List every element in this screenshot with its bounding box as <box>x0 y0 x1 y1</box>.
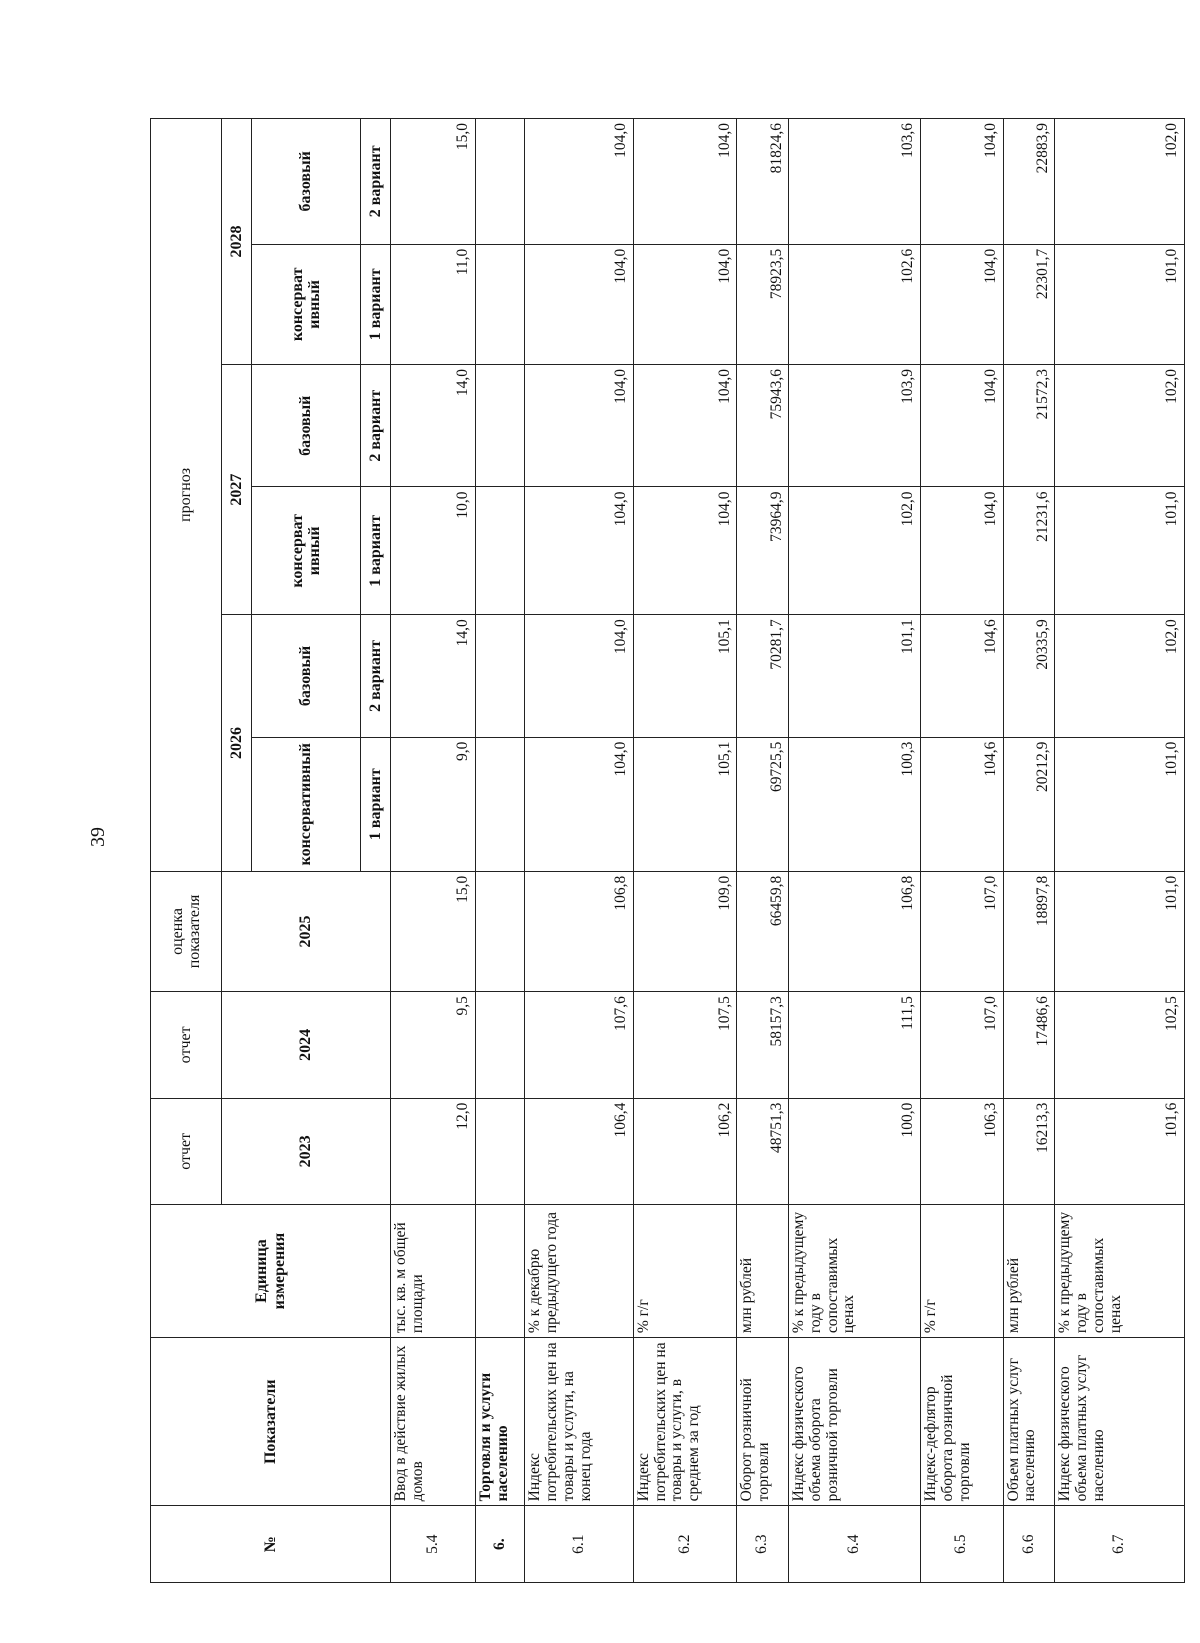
header-base-2027: базовый <box>252 365 360 487</box>
row-name: Торговля и услуги населению <box>476 1338 525 1506</box>
cell-2027-v1: 104,0 <box>921 487 1003 615</box>
header-year-2024: 2024 <box>221 992 391 1098</box>
header-variant2-2026: 2 вариант <box>360 615 391 737</box>
row-unit: % к предыдущему году в сопоставимых ценах <box>1055 1205 1185 1338</box>
cell-2027-v1: 101,0 <box>1055 487 1185 615</box>
cell-2028-v2: 103,6 <box>789 119 921 245</box>
cell-2027-v2: 104,0 <box>525 365 633 487</box>
header-base-2028: базовый <box>252 119 360 245</box>
row-unit: % г/г <box>633 1205 737 1338</box>
cell-2025: 106,8 <box>789 871 921 991</box>
cell-2024: 107,6 <box>525 992 633 1098</box>
cell-2028-v2 <box>476 119 525 245</box>
row-num: 6.7 <box>1055 1506 1185 1583</box>
cell-2026-v1: 104,6 <box>921 737 1003 871</box>
page-number: 39 <box>87 827 109 847</box>
cell-2024: 107,0 <box>921 992 1003 1098</box>
row-name: Объем платных услуг населению <box>1003 1338 1055 1506</box>
row-num: 5.4 <box>391 1506 476 1583</box>
cell-2023: 100,0 <box>789 1098 921 1204</box>
cell-2026-v2: 105,1 <box>633 615 737 737</box>
cell-2028-v1 <box>476 244 525 364</box>
cell-2027-v1: 73964,9 <box>737 487 789 615</box>
row-unit: тыс. кв. м общей площади <box>391 1205 476 1338</box>
cell-2026-v2: 14,0 <box>391 615 476 737</box>
cell-2028-v2: 81824,6 <box>737 119 789 245</box>
forecast-table <box>150 118 1185 1583</box>
cell-2026-v1: 101,0 <box>1055 737 1185 871</box>
cell-2026-v2: 20335,9 <box>1003 615 1055 737</box>
cell-2023: 48751,3 <box>737 1098 789 1204</box>
rotated-table-container <box>150 118 1185 1583</box>
row-name: Ввод в действие жилых домов <box>391 1338 476 1506</box>
header-unit: Единица измерения <box>151 1205 391 1338</box>
cell-2025: 109,0 <box>633 871 737 991</box>
cell-2028-v1: 101,0 <box>1055 244 1185 364</box>
header-variant2-2027: 2 вариант <box>360 365 391 487</box>
cell-2027-v2 <box>476 365 525 487</box>
cell-2028-v1: 102,6 <box>789 244 921 364</box>
cell-2028-v2: 22883,9 <box>1003 119 1055 245</box>
cell-2028-v1: 22301,7 <box>1003 244 1055 364</box>
cell-2027-v2: 103,9 <box>789 365 921 487</box>
header-report-2023: отчет <box>151 1098 222 1204</box>
table-row <box>1003 119 1055 1583</box>
header-variant2-2028: 2 вариант <box>360 119 391 245</box>
cell-2028-v2: 15,0 <box>391 119 476 245</box>
cell-2025: 18897,8 <box>1003 871 1055 991</box>
header-estimate: оценка показателя <box>151 871 222 991</box>
cell-2026-v1: 105,1 <box>633 737 737 871</box>
table-row <box>789 119 921 1583</box>
table-row <box>737 119 789 1583</box>
cell-2026-v1: 100,3 <box>789 737 921 871</box>
cell-2024: 58157,3 <box>737 992 789 1098</box>
cell-2027-v1 <box>476 487 525 615</box>
row-unit: % к декабрю предыдущего года <box>525 1205 633 1338</box>
cell-2026-v2: 104,0 <box>525 615 633 737</box>
cell-2026-v2: 104,6 <box>921 615 1003 737</box>
cell-2026-v1 <box>476 737 525 871</box>
cell-2024 <box>476 992 525 1098</box>
cell-2024: 102,5 <box>1055 992 1185 1098</box>
row-unit: млн рублей <box>737 1205 789 1338</box>
cell-2028-v1: 104,0 <box>525 244 633 364</box>
cell-2026-v1: 20212,9 <box>1003 737 1055 871</box>
header-year-2023: 2023 <box>221 1098 391 1204</box>
cell-2026-v1: 9,0 <box>391 737 476 871</box>
row-num: 6.2 <box>633 1506 737 1583</box>
header-year-2025: 2025 <box>221 871 391 991</box>
cell-2026-v2: 70281,7 <box>737 615 789 737</box>
header-num: № <box>151 1506 391 1583</box>
header-report-2024: отчет <box>151 992 222 1098</box>
table-row-section <box>476 119 525 1583</box>
cell-2026-v1: 104,0 <box>525 737 633 871</box>
cell-2027-v2: 104,0 <box>633 365 737 487</box>
header-year-2026: 2026 <box>221 615 252 872</box>
cell-2026-v1: 69725,5 <box>737 737 789 871</box>
header-variant1-2026: 1 вариант <box>360 737 391 871</box>
cell-2028-v1: 104,0 <box>921 244 1003 364</box>
cell-2027-v2: 14,0 <box>391 365 476 487</box>
row-unit: % г/г <box>921 1205 1003 1338</box>
cell-2025: 107,0 <box>921 871 1003 991</box>
row-name: Индекс потребительских цен на товары и услуги, на конец года <box>525 1338 633 1506</box>
cell-2026-v2: 102,0 <box>1055 615 1185 737</box>
row-unit: % к предыдущему году в сопоставимых ценах <box>789 1205 921 1338</box>
header-forecast: прогноз <box>151 119 222 872</box>
row-num: 6.4 <box>789 1506 921 1583</box>
cell-2023: 106,3 <box>921 1098 1003 1204</box>
header-indicators: Показатели <box>151 1338 391 1506</box>
table-row <box>1055 119 1185 1583</box>
cell-2025: 66459,8 <box>737 871 789 991</box>
cell-2024: 107,5 <box>633 992 737 1098</box>
cell-2027-v1: 10,0 <box>391 487 476 615</box>
cell-2026-v2 <box>476 615 525 737</box>
cell-2027-v2: 21572,3 <box>1003 365 1055 487</box>
row-num: 6. <box>476 1506 525 1583</box>
cell-2023: 106,2 <box>633 1098 737 1204</box>
cell-2028-v1: 104,0 <box>633 244 737 364</box>
header-conservative-2028: консерват ивный <box>252 244 360 364</box>
row-num: 6.1 <box>525 1506 633 1583</box>
cell-2027-v2: 104,0 <box>921 365 1003 487</box>
cell-2028-v1: 78923,5 <box>737 244 789 364</box>
row-name: Индекс-дефлятор оборота розничной торговли <box>921 1338 1003 1506</box>
cell-2027-v1: 102,0 <box>789 487 921 615</box>
header-variant1-2028: 1 вариант <box>360 244 391 364</box>
row-unit: млн рублей <box>1003 1205 1055 1338</box>
cell-2023 <box>476 1098 525 1204</box>
cell-2027-v1: 104,0 <box>633 487 737 615</box>
header-conservative-2026: консервативный <box>252 737 360 871</box>
header-variant1-2027: 1 вариант <box>360 487 391 615</box>
row-name: Индекс потребительских цен на товары и услуги, в среднем за год <box>633 1338 737 1506</box>
row-num: 6.3 <box>737 1506 789 1583</box>
cell-2026-v2: 101,1 <box>789 615 921 737</box>
table-row <box>525 119 633 1583</box>
cell-2028-v1: 11,0 <box>391 244 476 364</box>
row-name: Индекс физического объема платных услуг населению <box>1055 1338 1185 1506</box>
header-year-2027: 2027 <box>221 365 252 615</box>
cell-2023: 16213,3 <box>1003 1098 1055 1204</box>
cell-2027-v1: 104,0 <box>525 487 633 615</box>
cell-2024: 111,5 <box>789 992 921 1098</box>
cell-2023: 106,4 <box>525 1098 633 1204</box>
row-unit <box>476 1205 525 1338</box>
cell-2028-v2: 104,0 <box>525 119 633 245</box>
row-name: Индекс физического объема оборота розничной торговли <box>789 1338 921 1506</box>
table-row <box>391 119 476 1583</box>
cell-2027-v2: 75943,6 <box>737 365 789 487</box>
table-row <box>633 119 737 1583</box>
cell-2025: 106,8 <box>525 871 633 991</box>
header-year-2028: 2028 <box>221 119 252 365</box>
cell-2028-v2: 104,0 <box>921 119 1003 245</box>
cell-2025: 101,0 <box>1055 871 1185 991</box>
cell-2023: 12,0 <box>391 1098 476 1204</box>
cell-2025: 15,0 <box>391 871 476 991</box>
cell-2023: 101,6 <box>1055 1098 1185 1204</box>
cell-2025 <box>476 871 525 991</box>
cell-2027-v2: 102,0 <box>1055 365 1185 487</box>
cell-2028-v2: 104,0 <box>633 119 737 245</box>
cell-2027-v1: 21231,6 <box>1003 487 1055 615</box>
cell-2028-v2: 102,0 <box>1055 119 1185 245</box>
cell-2024: 9,5 <box>391 992 476 1098</box>
cell-2024: 17486,6 <box>1003 992 1055 1098</box>
table-row <box>921 119 1003 1583</box>
header-conservative-2027: консерват ивный <box>252 487 360 615</box>
row-name: Оборот розничной торговли <box>737 1338 789 1506</box>
row-num: 6.6 <box>1003 1506 1055 1583</box>
row-num: 6.5 <box>921 1506 1003 1583</box>
header-base-2026: базовый <box>252 615 360 737</box>
